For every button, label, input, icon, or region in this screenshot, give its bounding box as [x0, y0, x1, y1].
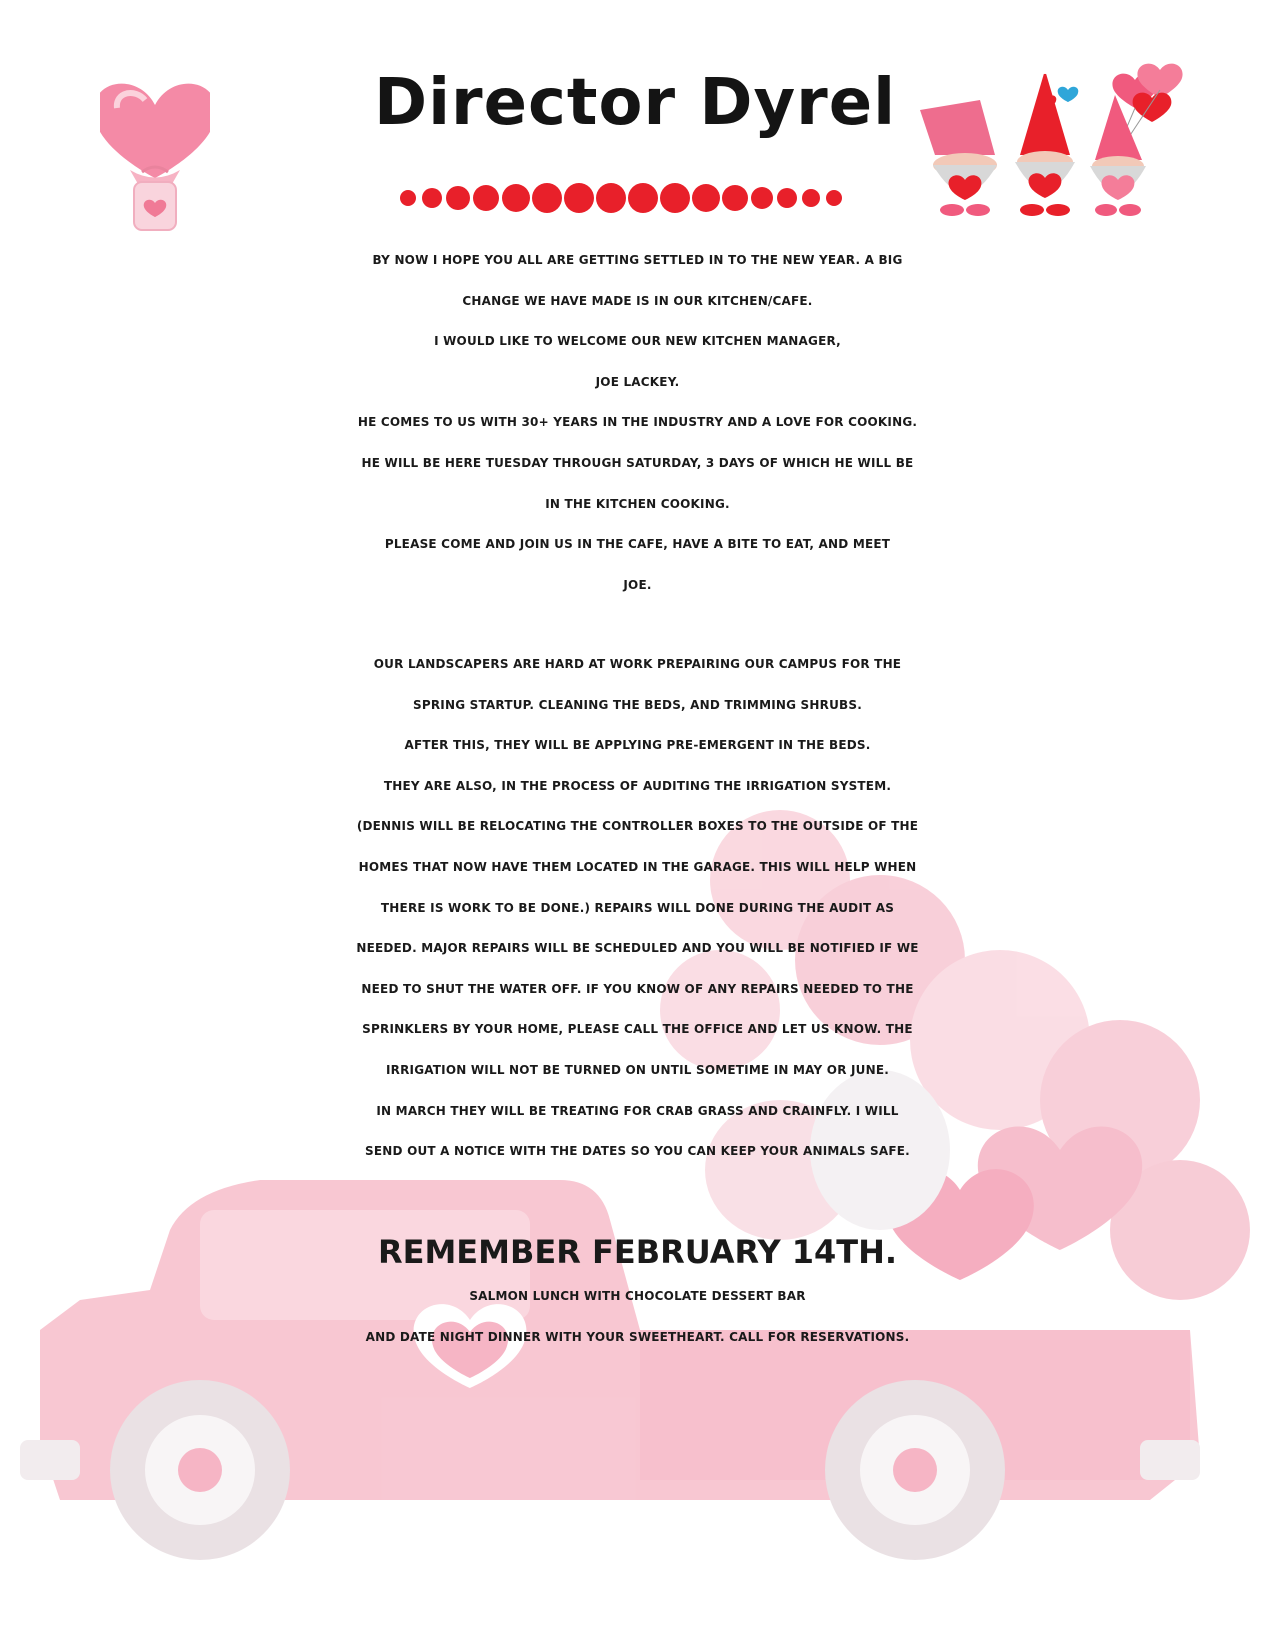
- landscaping-announcement: [20, 644, 1255, 1172]
- text-line: CHANGE WE HAVE MADE IS IN OUR KITCHEN/CAFE.: [462, 293, 813, 308]
- text-line: SPRING STARTUP. CLEANING THE BEDS, AND TRIMMING SHRUBS.: [413, 697, 862, 712]
- page-title: Director Dyrel: [373, 66, 897, 140]
- text-line: THEY ARE ALSO, IN THE PROCESS OF AUDITING THE IRRIGATION SYSTEM.: [383, 778, 892, 793]
- text-line: HE COMES TO US WITH 30+ YEARS IN THE INDUSTRY AND A LOVE FOR COOKING.: [357, 415, 918, 430]
- text-line: SPRINKLERS BY YOUR HOME, PLEASE CALL THE OFFICE AND LET US KNOW. THE: [362, 1022, 913, 1037]
- text-line: PLEASE COME AND JOIN US IN THE CAFE, HAVE A BITE TO EAT, AND MEET: [384, 537, 891, 552]
- text-line: AFTER THIS, THEY WILL BE APPLYING PRE-EMERGENT IN THE BEDS.: [404, 738, 871, 753]
- text-line: IRRIGATION WILL NOT BE TURNED ON UNTIL SOMETIME IN MAY OR JUNE.: [385, 1062, 890, 1077]
- kitchen-announcement: [20, 240, 1255, 605]
- gnome-trio-icon: [920, 60, 1220, 220]
- text-line: HE WILL BE HERE TUESDAY THROUGH SATURDAY, 3 DAYS OF WHICH HE WILL BE: [361, 455, 914, 470]
- text-line: OUR LANDSCAPERS ARE HARD AT WORK PREPAIRING OUR CAMPUS FOR THE: [373, 657, 902, 671]
- text-line: NEED TO SHUT THE WATER OFF. IF YOU KNOW OF ANY REPAIRS NEEDED TO THE: [361, 981, 914, 996]
- text-line: AND DATE NIGHT DINNER WITH YOUR SWEETHEART. CALL FOR RESERVATIONS.: [365, 1329, 910, 1344]
- text-line: (DENNIS WILL BE RELOCATING THE CONTROLLER BOXES TO THE OUTSIDE OF THE: [356, 819, 919, 834]
- valentine-announcement: [20, 1276, 1255, 1357]
- text-line: JOE LACKEY.: [595, 374, 680, 389]
- heart-jar-icon: [100, 70, 210, 240]
- text-line: I WOULD LIKE TO WELCOME OUR NEW KITCHEN MANAGER,: [434, 334, 841, 349]
- text-line: SALMON LUNCH WITH CHOCOLATE DESSERT BAR: [469, 1289, 806, 1303]
- valentine-heading: REMEMBER FEBRUARY 14TH.: [377, 1233, 898, 1271]
- text-line: IN THE KITCHEN COOKING.: [545, 496, 730, 511]
- red-dot-divider: [400, 183, 850, 213]
- text-line: JOE.: [623, 577, 652, 592]
- text-line: SEND OUT A NOTICE WITH THE DATES SO YOU CAN KEEP YOUR ANIMALS SAFE.: [365, 1144, 910, 1159]
- text-line: THERE IS WORK TO BE DONE.) REPAIRS WILL DONE DURING THE AUDIT AS: [380, 900, 895, 915]
- text-line: IN MARCH THEY WILL BE TREATING FOR CRAB GRASS AND CRAINFLY. I WILL: [376, 1103, 899, 1118]
- text-line: BY NOW I HOPE YOU ALL ARE GETTING SETTLED IN TO THE NEW YEAR. A BIG: [372, 253, 903, 267]
- text-line: HOMES THAT NOW HAVE THEM LOCATED IN THE GARAGE. THIS WILL HELP WHEN: [358, 859, 917, 874]
- text-line: NEEDED. MAJOR REPAIRS WILL BE SCHEDULED AND YOU WILL BE NOTIFIED IF WE: [356, 941, 919, 956]
